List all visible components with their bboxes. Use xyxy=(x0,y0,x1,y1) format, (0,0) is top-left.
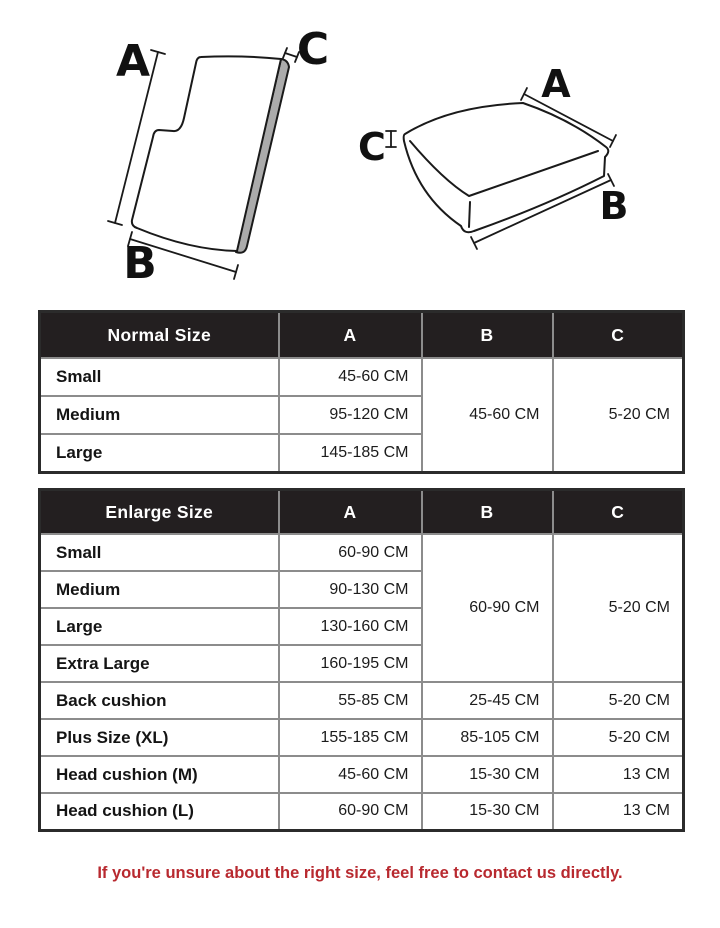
merged-value-b: 60-90 CM xyxy=(422,534,553,682)
merged-value-b: 45-60 CM xyxy=(422,358,553,472)
column-header-b: B xyxy=(422,312,553,359)
row-label: Back cushion xyxy=(40,682,279,719)
column-header-a: A xyxy=(279,490,422,535)
value-c: 5-20 CM xyxy=(553,682,684,719)
back-cushion-diagram xyxy=(108,24,329,289)
normal-size-table xyxy=(38,310,685,474)
sizing-help-note: If you're unsure about the right size, feel free to contact us directly. xyxy=(97,864,623,882)
dimension-label-b: B xyxy=(599,184,629,228)
table-row-small xyxy=(40,358,684,396)
value-a: 95-120 CM xyxy=(279,396,422,434)
table-row-plus-size xyxy=(40,719,684,756)
enlarge-size-header-row xyxy=(40,490,684,535)
row-label: Medium xyxy=(40,571,279,608)
measurement-diagrams xyxy=(0,0,720,300)
value-a: 90-130 CM xyxy=(279,571,422,608)
value-a: 160-195 CM xyxy=(279,645,422,682)
column-header-c: C xyxy=(553,312,684,359)
merged-value-c: 5-20 CM xyxy=(553,358,684,472)
value-a: 145-185 CM xyxy=(279,434,422,472)
merged-value-c: 5-20 CM xyxy=(553,534,684,682)
value-a: 130-160 CM xyxy=(279,608,422,645)
dimension-label-c: C xyxy=(296,24,330,75)
dimension-label-a: A xyxy=(115,36,151,87)
table-row-head-cushion-l xyxy=(40,793,684,830)
enlarge-size-table xyxy=(38,488,685,832)
back-cushion-outline xyxy=(132,56,281,251)
value-a: 155-185 CM xyxy=(279,719,422,756)
value-b: 85-105 CM xyxy=(422,719,553,756)
table-row-head-cushion-m xyxy=(40,756,684,793)
column-header-a: A xyxy=(279,312,422,359)
diagrams-svg xyxy=(0,0,720,300)
dimension-label-b: B xyxy=(123,238,157,289)
row-label: Large xyxy=(40,434,279,472)
value-a: 45-60 CM xyxy=(279,358,422,396)
table-row-small xyxy=(40,534,684,571)
value-c: 5-20 CM xyxy=(553,719,684,756)
column-header-c: C xyxy=(553,490,684,535)
seat-cushion-seam xyxy=(469,202,470,227)
value-a: 45-60 CM xyxy=(279,756,422,793)
enlarge-size-title: Enlarge Size xyxy=(40,490,279,535)
row-label: Small xyxy=(40,534,279,571)
value-c: 13 CM xyxy=(553,793,684,830)
value-c: 13 CM xyxy=(553,756,684,793)
row-label: Large xyxy=(40,608,279,645)
seat-cushion-diagram xyxy=(358,62,628,249)
row-label: Head cushion (L) xyxy=(40,793,279,830)
row-label: Extra Large xyxy=(40,645,279,682)
value-a: 60-90 CM xyxy=(279,793,422,830)
value-a: 55-85 CM xyxy=(279,682,422,719)
normal-size-header-row xyxy=(40,312,684,359)
dimension-line-c xyxy=(386,131,396,147)
value-a: 60-90 CM xyxy=(279,534,422,571)
value-b: 25-45 CM xyxy=(422,682,553,719)
value-b: 15-30 CM xyxy=(422,793,553,830)
row-label: Small xyxy=(40,358,279,396)
column-header-b: B xyxy=(422,490,553,535)
row-label: Plus Size (XL) xyxy=(40,719,279,756)
normal-size-title: Normal Size xyxy=(40,312,279,359)
table-row-back-cushion xyxy=(40,682,684,719)
dimension-label-a: A xyxy=(541,62,571,106)
row-label: Head cushion (M) xyxy=(40,756,279,793)
value-b: 15-30 CM xyxy=(422,756,553,793)
dimension-label-c: C xyxy=(358,125,386,169)
row-label: Medium xyxy=(40,396,279,434)
